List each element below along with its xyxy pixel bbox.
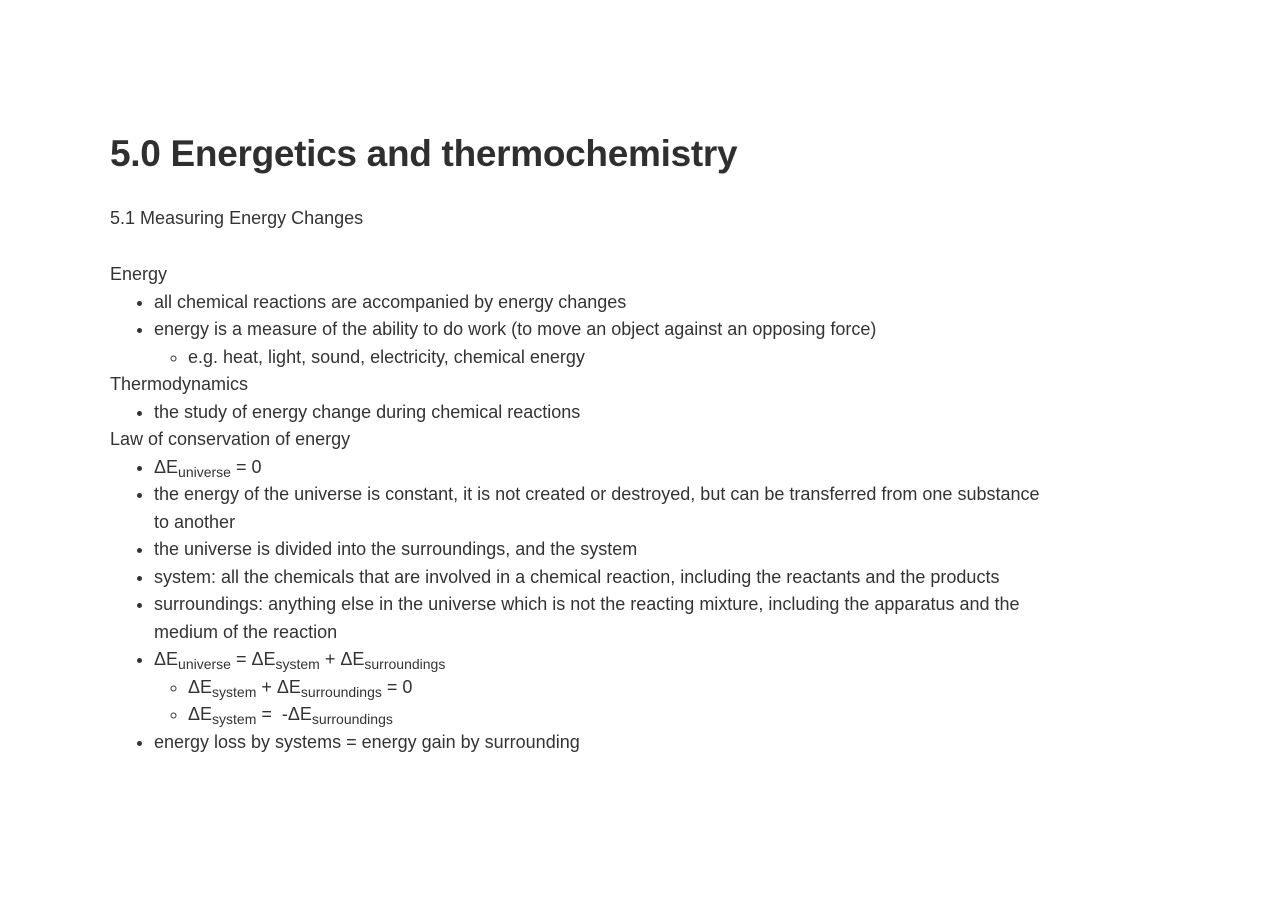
list-item: • the universe is divided into the surroundings, and the system (154, 536, 1050, 564)
list-item (154, 316, 1050, 371)
list-item: • surroundings: anything else in the universe which is not the reacting mixture, including the apparatus and the medium of the reaction (154, 591, 1050, 646)
list-item-text: energy is a measure of the ability to do work (to move an object against an opposing force) (154, 319, 877, 339)
eq-delta: ΔE (154, 649, 179, 669)
eq-delta: ΔE (188, 676, 213, 697)
eq-delta: ΔE (188, 704, 213, 724)
conservation-list (110, 454, 1050, 757)
energy-heading: Energy (110, 264, 168, 284)
eq-operator: = -ΔE (256, 704, 312, 724)
page-title: 5.0 Energetics and thermochemistry (110, 133, 738, 174)
equation-system-equals-negative (188, 701, 1050, 729)
section-subtitle: 5.1 Measuring Energy Changes (110, 208, 364, 228)
eq-operator: = ΔE (230, 649, 276, 669)
sub-list-item: ◦ e.g. heat, light, sound, electricity, chemical energy (188, 344, 1050, 372)
eq-subscript: universe (178, 463, 231, 480)
eq-subscript: system (212, 711, 257, 727)
list-item: • the study of energy change during chemical reactions (154, 399, 1050, 427)
eq-subscript: system (212, 683, 257, 700)
eq-operator: + ΔE (256, 676, 301, 697)
equation-universe-zero (154, 454, 1050, 482)
equation-universe-sum (154, 646, 1050, 729)
eq-rest: = 0 (381, 676, 413, 697)
eq-delta: ΔE (154, 456, 179, 477)
list-item: • system: all the chemicals that are involved in a chemical reaction, including the reactants and the products (154, 564, 1050, 592)
eq-subscript: universe (178, 656, 231, 672)
thermodynamics-heading: Thermodynamics (110, 374, 249, 394)
eq-operator: + ΔE (319, 649, 365, 669)
conservation-heading: Law of conservation of energy (110, 429, 351, 449)
eq-subscript: surroundings (311, 711, 393, 727)
energy-list (110, 289, 1050, 372)
equation-sublist (154, 674, 1050, 729)
eq-subscript: surroundings (364, 656, 446, 672)
list-item: • all chemical reactions are accompanied by energy changes (154, 289, 1050, 317)
eq-subscript: system (275, 656, 320, 672)
equation-system-plus-surroundings (188, 674, 1050, 702)
notes-body (110, 261, 1050, 756)
list-item: • energy loss by systems = energy gain by surrounding (154, 729, 1050, 757)
eq-subscript: surroundings (300, 683, 382, 700)
eq-rest: = 0 (230, 456, 262, 477)
energy-sublist (154, 344, 1050, 372)
thermodynamics-list (110, 399, 1050, 427)
list-item: • the energy of the universe is constant, it is not created or destroyed, but can be transferred from one substance to another (154, 481, 1050, 536)
